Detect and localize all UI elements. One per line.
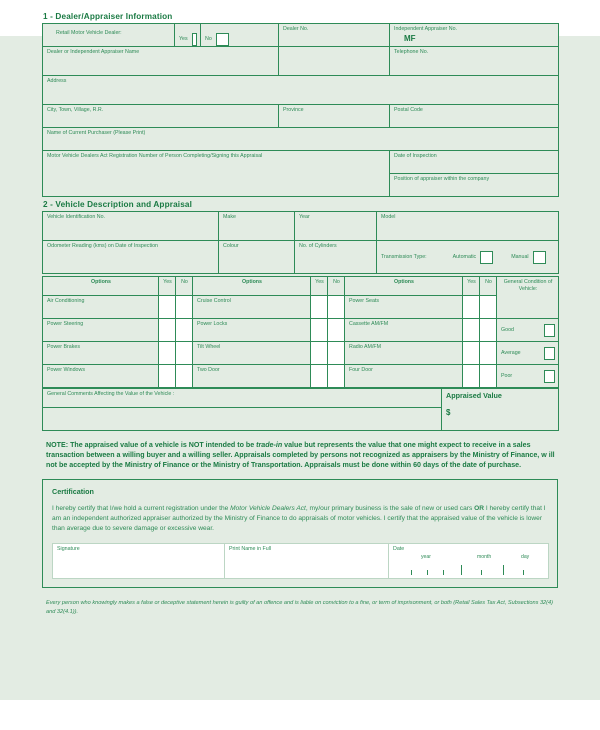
- condition-average-label: Average: [501, 350, 521, 357]
- manual-label: Manual: [511, 254, 529, 261]
- option-tilt-wheel-no[interactable]: [328, 342, 345, 365]
- postal-code-field[interactable]: Postal Code: [390, 105, 559, 128]
- option-tilt-wheel: Tilt Wheel: [193, 342, 311, 365]
- condition-poor-label: Poor: [501, 373, 513, 380]
- date-month-label: month: [477, 554, 492, 561]
- telephone-field[interactable]: Telephone No.: [390, 47, 559, 76]
- date-tick: [481, 570, 482, 575]
- condition-poor-cell[interactable]: [497, 365, 559, 388]
- cylinders-field[interactable]: No. of Cylinders: [295, 241, 377, 274]
- option-four-door-yes[interactable]: [463, 365, 480, 388]
- date-tick: [523, 570, 524, 575]
- option-four-door-no[interactable]: [480, 365, 497, 388]
- dealer-no-field[interactable]: Dealer No.: [279, 24, 390, 47]
- print-name-field[interactable]: Print Name in Full: [225, 544, 389, 579]
- option-power-brakes: Power Brakes: [43, 342, 159, 365]
- registration-number-field[interactable]: Motor Vehicle Dealers Act Registration Number of Person Completing/Signing this Appraisal: [43, 151, 390, 197]
- date-field[interactable]: [389, 544, 549, 579]
- option-four-door: Four Door: [345, 365, 463, 388]
- general-comments-input[interactable]: [43, 408, 442, 431]
- certification-title: Certification: [52, 487, 94, 497]
- option-two-door: Two Door: [193, 365, 311, 388]
- yes-label: Yes: [179, 35, 188, 42]
- option-two-door-yes[interactable]: [311, 365, 328, 388]
- transmission-automatic-checkbox[interactable]: [480, 251, 493, 264]
- option-power-seats: Power Seats: [345, 296, 463, 319]
- date-of-inspection-field[interactable]: Date of Inspection: [390, 151, 559, 174]
- note-part1: The appraised value of a vehicle is NOT intended to be: [70, 441, 255, 449]
- options-col2-yes-header: Yes: [311, 277, 328, 296]
- date-separator: [503, 565, 504, 575]
- date-tick: [443, 570, 444, 575]
- options-col2-no-header: No: [328, 277, 345, 296]
- option-tilt-wheel-yes[interactable]: [311, 342, 328, 365]
- date-tick: [411, 570, 412, 575]
- option-power-seats-yes[interactable]: [463, 296, 480, 319]
- appraised-value-label: Appraised Value: [446, 391, 502, 400]
- dealer-no-input[interactable]: [279, 47, 390, 76]
- option-power-windows: Power Windows: [43, 365, 159, 388]
- option-power-steering-no[interactable]: [176, 319, 193, 342]
- option-power-locks-yes[interactable]: [311, 319, 328, 342]
- general-comments-field[interactable]: General Comments Affecting the Value of the Vehicle :: [43, 389, 442, 408]
- independent-appraiser-no-field[interactable]: Independent Appraiser No. MF: [390, 24, 559, 47]
- retail-dealer-yes-checkbox[interactable]: [192, 33, 197, 46]
- note-lead: NOTE:: [46, 441, 69, 449]
- note-italic-term: trade-in: [256, 441, 283, 449]
- currency-symbol: $: [446, 408, 451, 417]
- vehicle-description-table: [42, 211, 559, 274]
- independent-appraiser-no-value: MF: [404, 33, 416, 43]
- date-tick: [427, 570, 428, 575]
- retail-dealer-no-checkbox[interactable]: [216, 33, 229, 46]
- option-power-steering: Power Steering: [43, 319, 159, 342]
- options-col1-no-header: No: [176, 277, 193, 296]
- options-col3-no-header: No: [480, 277, 497, 296]
- option-cruise-control: Cruise Control: [193, 296, 311, 319]
- condition-title: General Condition of Vehicle:: [497, 277, 559, 319]
- options-table: [42, 276, 559, 388]
- section-1-heading: 1 - Dealer/Appraiser Information: [43, 12, 173, 21]
- colour-field[interactable]: Colour: [219, 241, 295, 274]
- condition-poor-checkbox[interactable]: [544, 370, 555, 383]
- section-2-heading: 2 - Vehicle Description and Appraisal: [43, 200, 193, 209]
- option-cruise-control-yes[interactable]: [311, 296, 328, 319]
- certification-act-name: Motor Vehicle Dealers Act: [230, 505, 306, 513]
- option-cassette-amfm-yes[interactable]: [463, 319, 480, 342]
- address-field[interactable]: Address: [43, 76, 559, 105]
- certification-part1: I hereby certify that I/we hold a current registration under the: [52, 505, 229, 513]
- no-label: No: [205, 35, 212, 42]
- date-label: Date: [393, 546, 405, 553]
- dealer-information-table: [42, 23, 559, 197]
- note-part2: value but represents the value that one might expect to receive in a sales transaction between a willing buyer and a willing seller. Appraisals completed by persons not recognized as appraisers by the Ministry of Finance, w ill not be accepted by the Ministry of Finance or the Ministry of Transportation. Appraisals must be done within 60 days of the date of purchase.: [46, 441, 555, 470]
- option-power-locks-no[interactable]: [328, 319, 345, 342]
- certification-part3: I hereby certify that I am an independent authorized appraiser authorized by the Ministry of Finance to do appraisals of motor vehicles. I certify that the appraised value of the vehicle is lower than average due to severe damage or excessive wear.: [52, 505, 546, 533]
- condition-good-label: Good: [501, 327, 514, 334]
- note-paragraph: [46, 440, 556, 470]
- transmission-label: Transmission Type:: [381, 254, 427, 261]
- model-field[interactable]: Model: [377, 212, 559, 241]
- option-cassette-amfm-no[interactable]: [480, 319, 497, 342]
- province-field[interactable]: Province: [279, 105, 390, 128]
- options-col3-header: Options: [345, 277, 463, 296]
- option-power-seats-no[interactable]: [480, 296, 497, 319]
- options-col2-header: Options: [193, 277, 311, 296]
- condition-average-checkbox[interactable]: [544, 347, 555, 360]
- date-separator: [461, 565, 462, 575]
- table-row: [43, 296, 559, 319]
- appraisal-form: [42, 12, 558, 617]
- option-power-windows-yes[interactable]: [159, 365, 176, 388]
- certification-body: [52, 504, 548, 534]
- certification-box: [42, 479, 558, 588]
- make-field[interactable]: Make: [219, 212, 295, 241]
- table-row: [43, 365, 559, 388]
- option-air-conditioning-no[interactable]: [176, 296, 193, 319]
- certification-or: OR: [474, 505, 484, 513]
- option-power-steering-yes[interactable]: [159, 319, 176, 342]
- option-power-windows-no[interactable]: [176, 365, 193, 388]
- year-field[interactable]: Year: [295, 212, 377, 241]
- appraiser-position-field[interactable]: Position of appraiser within the company: [390, 174, 559, 197]
- certification-part2: , my/our primary business is the sale of new or used cars: [305, 505, 473, 513]
- date-day-label: day: [521, 554, 530, 561]
- options-col1-yes-header: Yes: [159, 277, 176, 296]
- table-row: [43, 342, 559, 365]
- options-col1-header: Options: [43, 277, 159, 296]
- option-power-locks: Power Locks: [193, 319, 311, 342]
- automatic-label: Automatic: [452, 254, 477, 261]
- option-two-door-no[interactable]: [328, 365, 345, 388]
- option-radio-amfm-yes[interactable]: [463, 342, 480, 365]
- retail-dealer-label-cell: Retail Motor Vehicle Dealer:: [43, 24, 175, 47]
- purchaser-field[interactable]: Name of Current Purchaser (Please Print): [43, 128, 559, 151]
- transmission-type-cell[interactable]: [377, 241, 559, 274]
- option-air-conditioning: Air Conditioning: [43, 296, 159, 319]
- appraiser-name-field[interactable]: Dealer or Independent Appraiser Name: [43, 47, 279, 76]
- option-radio-amfm-no[interactable]: [480, 342, 497, 365]
- options-col3-yes-header: Yes: [463, 277, 480, 296]
- option-radio-amfm: Radio AM/FM: [345, 342, 463, 365]
- transmission-manual-checkbox[interactable]: [533, 251, 546, 264]
- option-cassette-amfm: Cassette AM/FM: [345, 319, 463, 342]
- option-cruise-control-no[interactable]: [328, 296, 345, 319]
- comments-appraised-value-table: [42, 388, 559, 431]
- signature-table: [52, 543, 549, 579]
- condition-good-checkbox[interactable]: [544, 324, 555, 337]
- option-power-brakes-yes[interactable]: [159, 342, 176, 365]
- option-power-brakes-no[interactable]: [176, 342, 193, 365]
- vin-field[interactable]: Vehicle Identification No.: [43, 212, 219, 241]
- city-field[interactable]: City, Town, Village, R.R.: [43, 105, 279, 128]
- retail-dealer-yes-cell[interactable]: [175, 24, 201, 47]
- condition-good-cell[interactable]: [497, 319, 559, 342]
- retail-dealer-no-cell[interactable]: [201, 24, 279, 47]
- condition-average-cell[interactable]: [497, 342, 559, 365]
- date-year-label: year: [421, 554, 431, 561]
- legal-footer: Every person who knowingly makes a false or deceptive statement herein is guilty of an offence and is liable on conviction to a fine, or term of imprisonment, or both (Retail Sales Tax Act, Subsections 32(4) and 32(4.1)).: [46, 600, 554, 616]
- appraised-value-cell[interactable]: [442, 389, 559, 431]
- option-air-conditioning-yes[interactable]: [159, 296, 176, 319]
- table-row: [43, 319, 559, 342]
- signature-field[interactable]: Signature: [53, 544, 225, 579]
- odometer-field[interactable]: Odometer Reading (kms) on Date of Inspection: [43, 241, 219, 274]
